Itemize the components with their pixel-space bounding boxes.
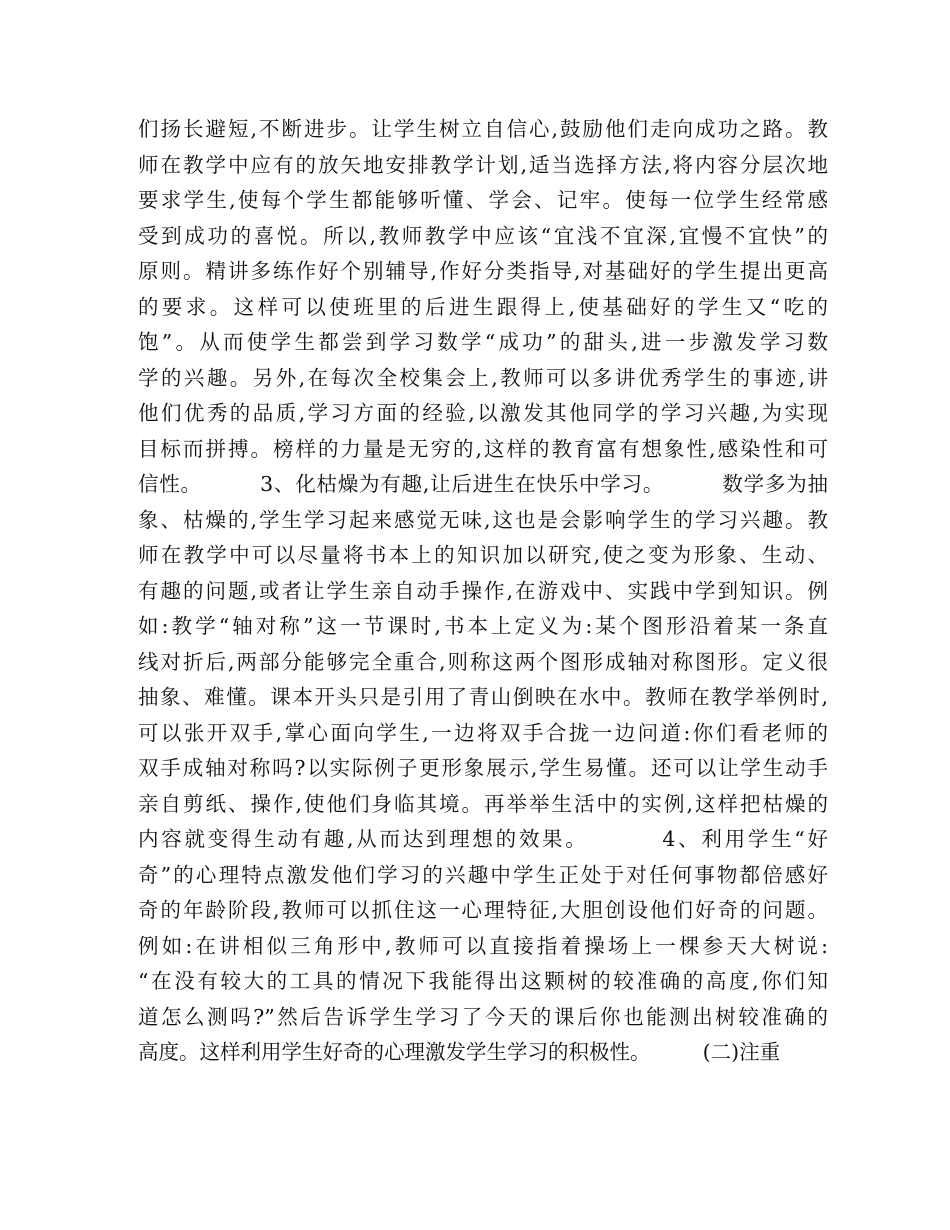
text-line: 象、枯燥的,学生学习起来感觉无味,这也是会影响学生的学习兴趣。教 — [138, 507, 828, 532]
text-line: 要求学生,使每个学生都能够听懂、学会、记牢。使每一位学生经常感 — [138, 188, 828, 212]
text-line: 奇”的心理特点激发他们学习的兴趣中学生正处于对任何事物都倍感好 — [138, 862, 828, 887]
text-line: 高度。这样利用学生好奇的心理激发学生学习的积极性。 (二)注重 — [138, 1040, 781, 1064]
text-line: “在没有较大的工具的情况下我能得出这颗树的较准确的高度,你们知 — [138, 969, 828, 993]
text-line: 道怎么测吗?”然后告诉学生学习了今天的课后你也能测出树较准确的 — [138, 1004, 828, 1029]
text-line: 可以张开双手,掌心面向学生,一边将双手合拢一边问道:你们看老师的 — [138, 720, 828, 745]
text-line: 原则。精讲多练作好个别辅导,作好分类指导,对基础好的学生提出更高 — [138, 259, 828, 283]
body-text — [138, 112, 828, 1071]
text-line: 有趣的问题,或者让学生亲自动手操作,在游戏中、实践中学到知识。例 — [138, 578, 828, 603]
text-line: 如:教学“轴对称”这一节课时,书本上定义为:某个图形沿着某一条直 — [138, 614, 828, 638]
text-line: 例如:在讲相似三角形中,教师可以直接指着操场上一棵参天大树说: — [138, 933, 828, 958]
text-line: 抽象、难懂。课本开头只是引用了青山倒映在水中。教师在教学举例时, — [138, 685, 828, 709]
text-line: 们扬长避短,不断进步。让学生树立自信心,鼓励他们走向成功之路。教 — [138, 117, 828, 141]
text-line: 目标而拼搏。榜样的力量是无穷的,这样的教育富有想象性,感染性和可 — [138, 436, 828, 461]
text-line: 线对折后,两部分能够完全重合,则称这两个图形成轴对称图形。定义很 — [138, 649, 828, 674]
text-line: 师在教学中应有的放矢地安排教学计划,适当选择方法,将内容分层次地 — [138, 152, 828, 177]
text-line: 他们优秀的品质,学习方面的经验,以激发其他同学的学习兴趣,为实现 — [138, 401, 828, 425]
text-line: 信性。 3、化枯燥为有趣,让后进生在快乐中学习。 数学多为抽 — [138, 472, 828, 496]
text-line: 亲自剪纸、操作,使他们身临其境。再举举生活中的实例,这样把枯燥的 — [138, 791, 828, 816]
text-line: 的要求。这样可以使班里的后进生跟得上,使基础好的学生又“吃的 — [138, 294, 828, 319]
text-line: 奇的年龄阶段,教师可以抓住这一心理特征,大胆创设他们好奇的问题。 — [138, 898, 828, 922]
text-line: 双手成轴对称吗?以实际例子更形象展示,学生易懂。还可以让学生动手 — [138, 756, 828, 780]
text-line: 饱”。从而使学生都尝到学习数学“成功”的甜头,进一步激发学习数 — [138, 330, 828, 354]
text-line: 受到成功的喜悦。所以,教师教学中应该“宜浅不宜深,宜慢不宜快”的 — [138, 223, 828, 248]
text-line: 师在教学中可以尽量将书本上的知识加以研究,使之变为形象、生动、 — [138, 543, 828, 567]
text-line: 学的兴趣。另外,在每次全校集会上,教师可以多讲优秀学生的事迹,讲 — [138, 365, 828, 390]
text-line: 内容就变得生动有趣,从而达到理想的效果。 4、利用学生“好 — [138, 827, 828, 851]
